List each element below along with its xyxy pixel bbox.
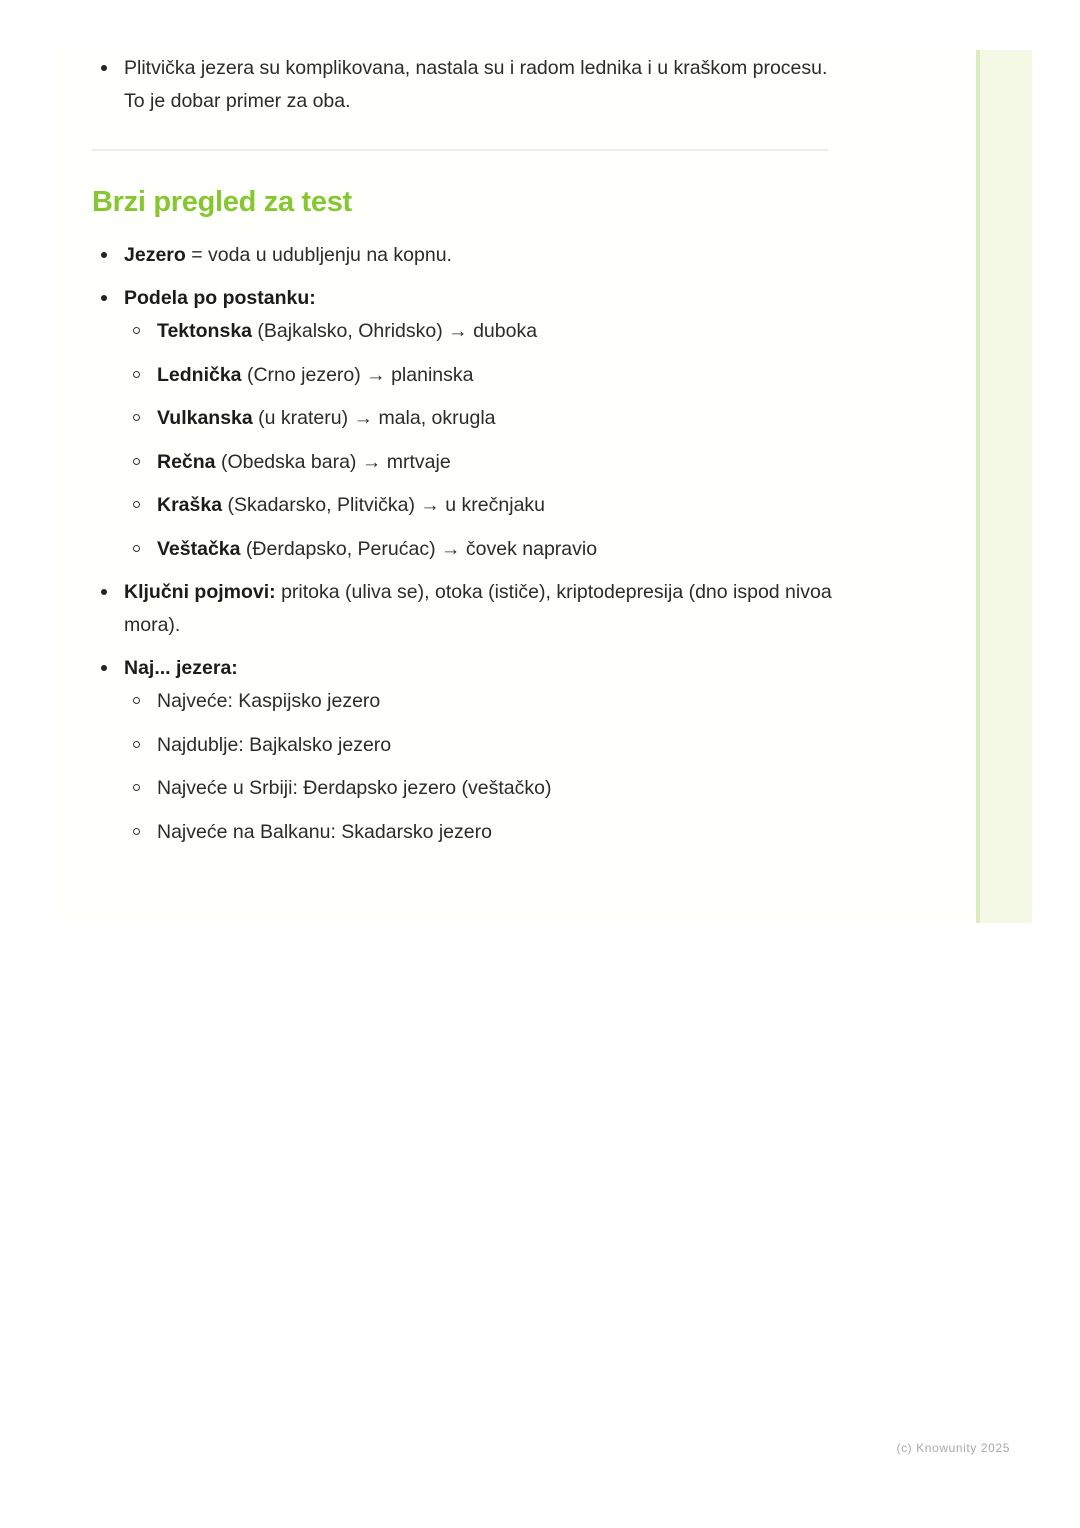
list-item: Kraška (Skadarsko, Plitvička) → u krečnjaku — [124, 489, 832, 522]
term-label: Ključni pojmovi: — [124, 580, 276, 603]
document-content — [92, 52, 832, 859]
list-item: Najveće u Srbiji: Đerdapsko jezero (veštačko) — [124, 772, 832, 805]
list-item: Tektonska (Bajkalsko, Ohridsko) → duboka — [124, 315, 832, 348]
list-item: Lednička (Crno jezero) → planinska — [124, 359, 832, 392]
term-text: = voda u udubljenju na kopnu. — [185, 244, 452, 266]
term-label: Naj... jezera: — [124, 656, 238, 679]
list-item: Najveće: Kaspijsko jezero — [124, 685, 832, 718]
section-title: Brzi pregled za test — [92, 186, 352, 218]
copyright-footer: (c) Knowunity 2025 — [896, 1441, 1010, 1455]
term-label: Podela po postanku: — [124, 287, 316, 309]
list-item: Rečna (Obedska bara) → mrtvaje — [124, 446, 832, 479]
list-item — [92, 652, 832, 849]
list-item: Najdublje: Bajkalsko jezero — [124, 729, 832, 762]
list-item: Veštačka (Đerdapsko, Perućac) → čovek napravio — [124, 533, 832, 566]
term-label: Jezero — [124, 244, 186, 266]
list-item — [92, 239, 832, 272]
divider — [92, 149, 828, 151]
side-strip — [976, 50, 1032, 923]
origin-types-list — [124, 315, 832, 566]
list-item: Najveće na Balkanu: Skadarsko jezero — [124, 816, 832, 849]
list-item — [92, 576, 832, 642]
superlatives-list — [124, 685, 832, 849]
list-item: Vulkanska (u krateru) → mala, okrugla — [124, 402, 832, 435]
list-item — [92, 282, 832, 566]
intro-list — [92, 52, 832, 118]
list-item: Plitvička jezera su komplikovana, nastala su i radom lednika i u kraškom procesu. To je dobar primer za oba. — [92, 52, 832, 118]
quick-review-list — [92, 239, 832, 849]
term-text: pritoka (uliva se), otoka (ističe), kriptodepresija (dno ispod nivoa mora). — [124, 580, 832, 636]
